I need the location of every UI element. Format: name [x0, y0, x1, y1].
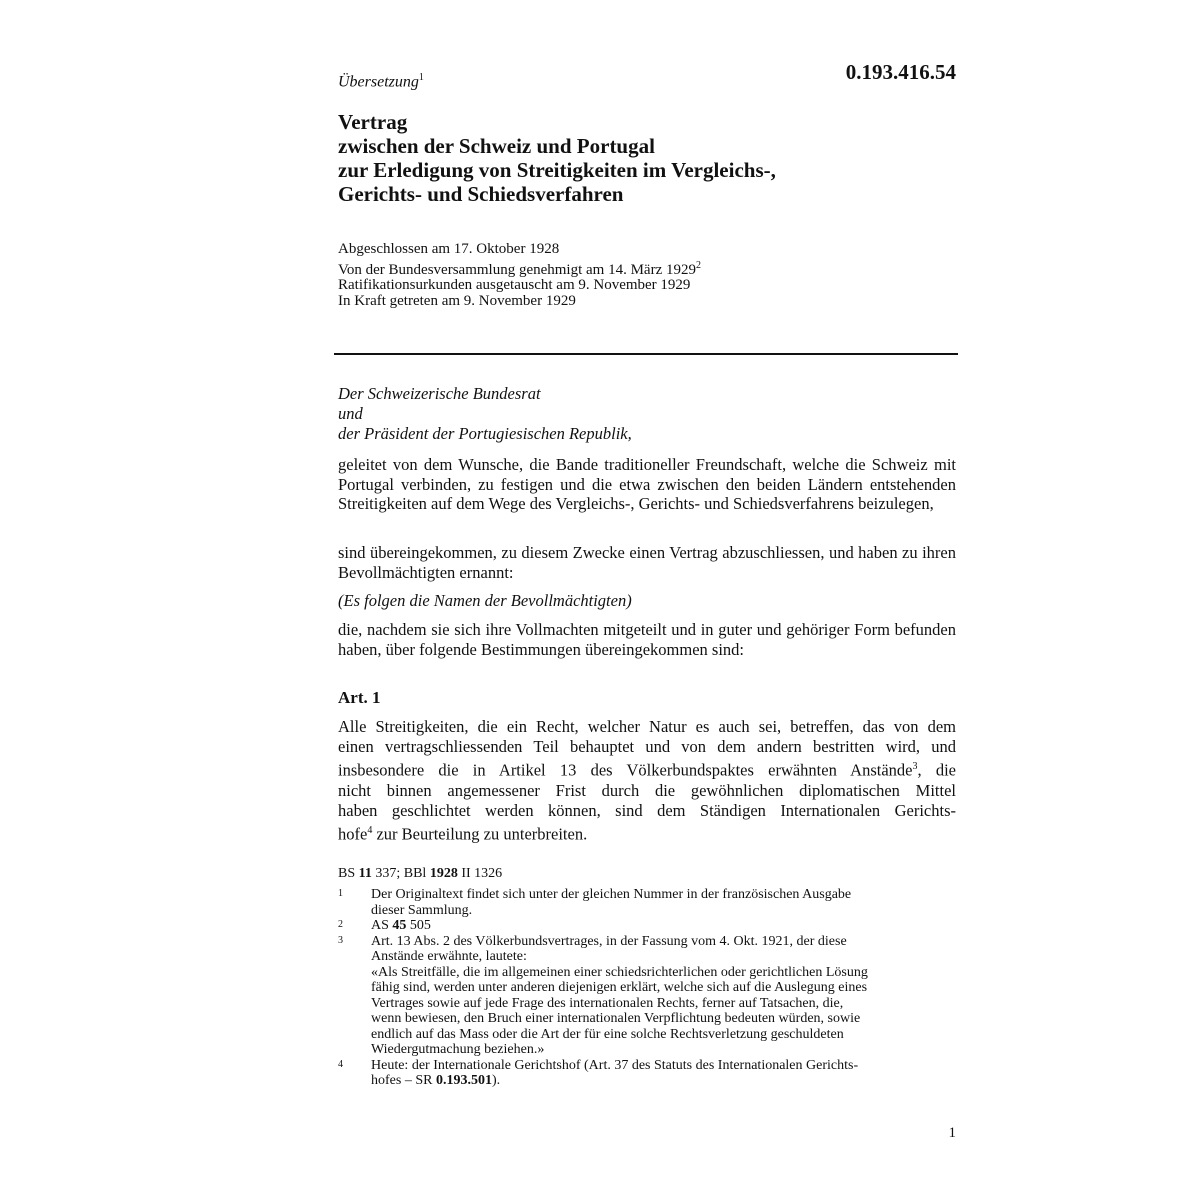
footnote-line: fähig sind, werden unter anderen diejenigen erklärt, welche sich auf die Auslegung eines: [371, 980, 868, 995]
footnote-text: [371, 1058, 958, 1089]
preamble-parties: [338, 384, 958, 444]
footnote-line-text: 505: [406, 918, 431, 933]
source-text: BS: [338, 866, 359, 881]
party-line: und: [338, 404, 363, 423]
title-line: Vertrag: [338, 110, 408, 134]
footnote-text: [371, 887, 958, 918]
article-heading: Art. 1: [338, 688, 381, 707]
source-volume: 11: [358, 866, 372, 881]
treaty-dates: [338, 242, 958, 309]
party-line: der Präsident der Portugiesischen Republik,: [338, 424, 632, 443]
preamble-paragraph: die, nachdem sie sich ihre Vollmachten mitgeteilt und in guter und gehöriger Form befunden haben, über folgende Bestimmungen übereingekommen sind:: [338, 620, 956, 659]
article-line: [338, 757, 956, 781]
translation-note: [338, 72, 424, 91]
footnote-line-text: AS: [371, 918, 393, 933]
date-approved: [338, 258, 958, 279]
date-concluded: Abgeschlossen am 17. Oktober 1928: [338, 241, 560, 257]
plenipotentiaries-note: (Es folgen die Namen der Bevollmächtigten): [338, 591, 632, 610]
footnote-text: [371, 934, 958, 1058]
footnote-line: Heute: der Internationale Gerichtshof (Art. 37 des Statuts des Internationalen Gerichts-: [371, 1057, 859, 1073]
footnote-ref-2[interactable]: 2: [696, 259, 701, 271]
footnote-number: 1: [338, 888, 343, 899]
footnote-ref-4[interactable]: 4: [367, 824, 373, 836]
footnote-number: 3: [338, 934, 343, 946]
footnote-line: [371, 918, 958, 934]
footnote-line-text: ).: [491, 1073, 501, 1088]
footnote: [338, 934, 958, 1058]
sr-number: 0.193.416.54: [845, 60, 956, 84]
footnote-text: [371, 918, 958, 934]
source-text: 337; BBl: [371, 866, 430, 881]
party-line: Der Schweizerische Bundesrat: [338, 384, 541, 403]
article-text: [338, 717, 956, 844]
article-line-text: zur Beurteilung zu unterbreiten.: [372, 824, 588, 843]
preamble-paragraph: geleitet von dem Wunsche, die Bande traditioneller Freundschaft, welche die Schweiz mit Portugal verbinden, zu festigen und die etwa zwischen den beiden Ländern entstehenden Streitigkeiten auf dem Wege des Vergleichs-, Gerichts- und Schiedsverfahrens beizulegen,: [338, 455, 956, 513]
source-year: 1928: [429, 866, 458, 881]
footnote: [338, 887, 958, 918]
footnote-line: Anstände erwähnte, lautete:: [371, 949, 527, 964]
article-line-text: insbesondere die in Artikel 13 des Völkerbundspaktes erwähnten Anstände: [338, 760, 913, 780]
footnote-line: «Als Streitfälle, die im allgemeinen einer schiedsrichterlichen oder gerichtlichen Lösung: [371, 964, 868, 980]
footnote-line: dieser Sammlung.: [371, 902, 473, 918]
article-line-text: hofe: [338, 824, 368, 843]
footnote-ref-1[interactable]: 1: [418, 72, 424, 83]
article-line-text: , die: [917, 760, 956, 780]
footnote-line: Wiedergutmachung beziehen.»: [371, 1042, 545, 1057]
article-line: Alle Streitigkeiten, die ein Recht, welcher Natur es auch sei, betreffen, das von dem: [338, 717, 956, 736]
sr-link[interactable]: 0.193.501: [435, 1073, 492, 1088]
article-line: nicht binnen angemessener Frist durch die gewöhnlichen diplomatischen Mittel: [338, 780, 956, 800]
horizontal-rule: [334, 353, 958, 355]
footnote-ref-3[interactable]: 3: [912, 761, 918, 772]
title-line: zwischen der Schweiz und Portugal: [338, 134, 655, 158]
footnote: [338, 918, 958, 934]
date-in-force: In Kraft getreten am 9. November 1929: [338, 292, 576, 309]
date-approved-text: Von der Bundesversammlung genehmigt am 14. März 1929: [338, 261, 696, 278]
source-reference: [338, 866, 502, 882]
document-title: [338, 110, 958, 206]
date-ratified: Ratifikationsurkunden ausgetauscht am 9. November 1929: [338, 277, 691, 293]
article-line: [338, 821, 956, 845]
footnote-number: 4: [338, 1058, 343, 1070]
footnote-line: Der Originaltext findet sich unter der gleichen Nummer in der französischen Ausgabe: [371, 887, 852, 902]
footnote-number: 2: [338, 919, 343, 930]
preamble-paragraph: sind übereingekommen, zu diesem Zwecke einen Vertrag abzuschliessen, und haben zu ihren Bevollmächtigten ernannt:: [338, 543, 956, 582]
translation-label: Übersetzung: [338, 73, 419, 91]
footnote-volume: 45: [392, 918, 407, 933]
title-line: zur Erledigung von Streitigkeiten im Vergleichs-,: [338, 158, 776, 182]
footnote-line: [371, 1073, 958, 1089]
page-number: 1: [948, 1125, 956, 1141]
article-line: einen vertragschliessenden Teil behauptet und von dem andern bestritten wird, und: [338, 737, 956, 756]
footnote-line: endlich auf das Mass oder die Art der für eine solche Rechtsverletzung geschuldeten: [371, 1026, 844, 1042]
source-text: II 1326: [457, 866, 503, 881]
title-line: Gerichts- und Schiedsverfahren: [338, 182, 624, 206]
footnote-line: Art. 13 Abs. 2 des Völkerbundsvertrages, in der Fassung vom 4. Okt. 1921, der diese: [371, 933, 847, 949]
article-line: haben geschlichtet werden können, sind dem Ständigen Internationalen Gerichts-: [338, 800, 956, 820]
footnote-line: Vertrages sowie auf jede Frage des internationalen Rechts, ferner auf Tatsachen, die,: [371, 995, 844, 1011]
footnote-line-text: hofes – SR: [371, 1073, 436, 1088]
footnotes: [338, 887, 958, 1089]
footnote: [338, 1058, 958, 1089]
footnote-line: wenn bewiesen, den Bruch einer internationalen Verpflichtung bedeuten würden, sowie: [371, 1011, 861, 1026]
